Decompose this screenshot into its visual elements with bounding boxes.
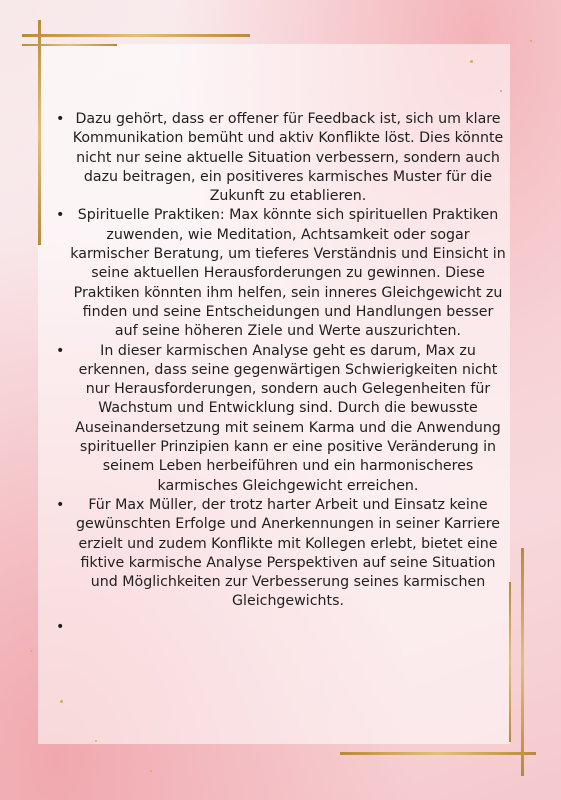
bullet-marker: • xyxy=(56,111,65,127)
list-item-text: Für Max Müller, der trotz harter Arbeit und Einsatz keine gewünschten Erfolge und Anerkennungen in seiner Karriere erzielt und zudem Konflikte mit Kollegen erlebt, bietet eine fiktive karmische Analyse Perspektiven auf seine Situation und Möglichkeiten zur Verbesserung seines karmischen Gleichgewichts. xyxy=(75,496,500,610)
list-item xyxy=(56,496,506,612)
list-item xyxy=(56,110,506,206)
sparkle-decoration xyxy=(500,90,502,92)
list-item xyxy=(56,342,506,496)
sparkle-decoration xyxy=(30,650,32,652)
gold-line-bottom xyxy=(340,752,536,755)
gold-line-right xyxy=(521,548,524,776)
bullet-list xyxy=(56,110,506,637)
list-item-text: Dazu gehört, dass er offener für Feedback ist, sich um klare Kommunikation bemüht und aktiv Konflikte löst. Dies könnte nicht nur seine aktuelle Situation verbessern, sondern auch dazu beitragen, ein positiveres karmisches Muster für die Zukunft zu etablieren. xyxy=(72,111,504,205)
bullet-marker: • xyxy=(56,496,65,513)
list-item xyxy=(56,618,506,637)
bullet-marker: • xyxy=(56,618,65,635)
bullet-marker: • xyxy=(56,207,65,224)
list-item xyxy=(56,206,506,341)
bullet-marker: • xyxy=(56,342,65,359)
gold-line-top-inner xyxy=(22,44,117,46)
list-item-text: In dieser karmischen Analyse geht es darum, Max zu erkennen, dass seine gegenwärtigen Schwierigkeiten nicht nur Herausforderungen, sondern auch Gelegenheiten für Wachstum und Entwicklung sind. Durch die bewusste Auseinandersetzung mit seinem Karma und die Anwendung spiritueller Prinzipien kann er eine positive Veränderung in seinem Leben herbeiführen und ein harmonischeres karmisches Gleichgewicht erreichen. xyxy=(75,342,501,494)
sparkle-decoration xyxy=(95,740,97,742)
gold-line-right-inner xyxy=(509,582,511,742)
document-body xyxy=(56,110,506,637)
sparkle-decoration xyxy=(470,60,473,63)
gold-line-top xyxy=(22,34,250,37)
sparkle-decoration xyxy=(60,700,63,703)
sparkle-decoration xyxy=(530,40,532,42)
sparkle-decoration xyxy=(150,770,152,772)
list-item-text: Spirituelle Praktiken: Max könnte sich spirituellen Praktiken zuwenden, wie Meditation, Achtsamkeit oder sogar karmischer Beratung, um tieferes Verständnis und Einsicht in seine aktuellen Herausforderungen zu gewinnen. Diese Praktiken könnten ihm helfen, sein inneres Gleichgewicht zu finden und seine Entscheidungen und Handlungen besser auf seine höheren Ziele und Werte auszurichten. xyxy=(70,207,506,340)
gold-line-left xyxy=(38,20,41,245)
